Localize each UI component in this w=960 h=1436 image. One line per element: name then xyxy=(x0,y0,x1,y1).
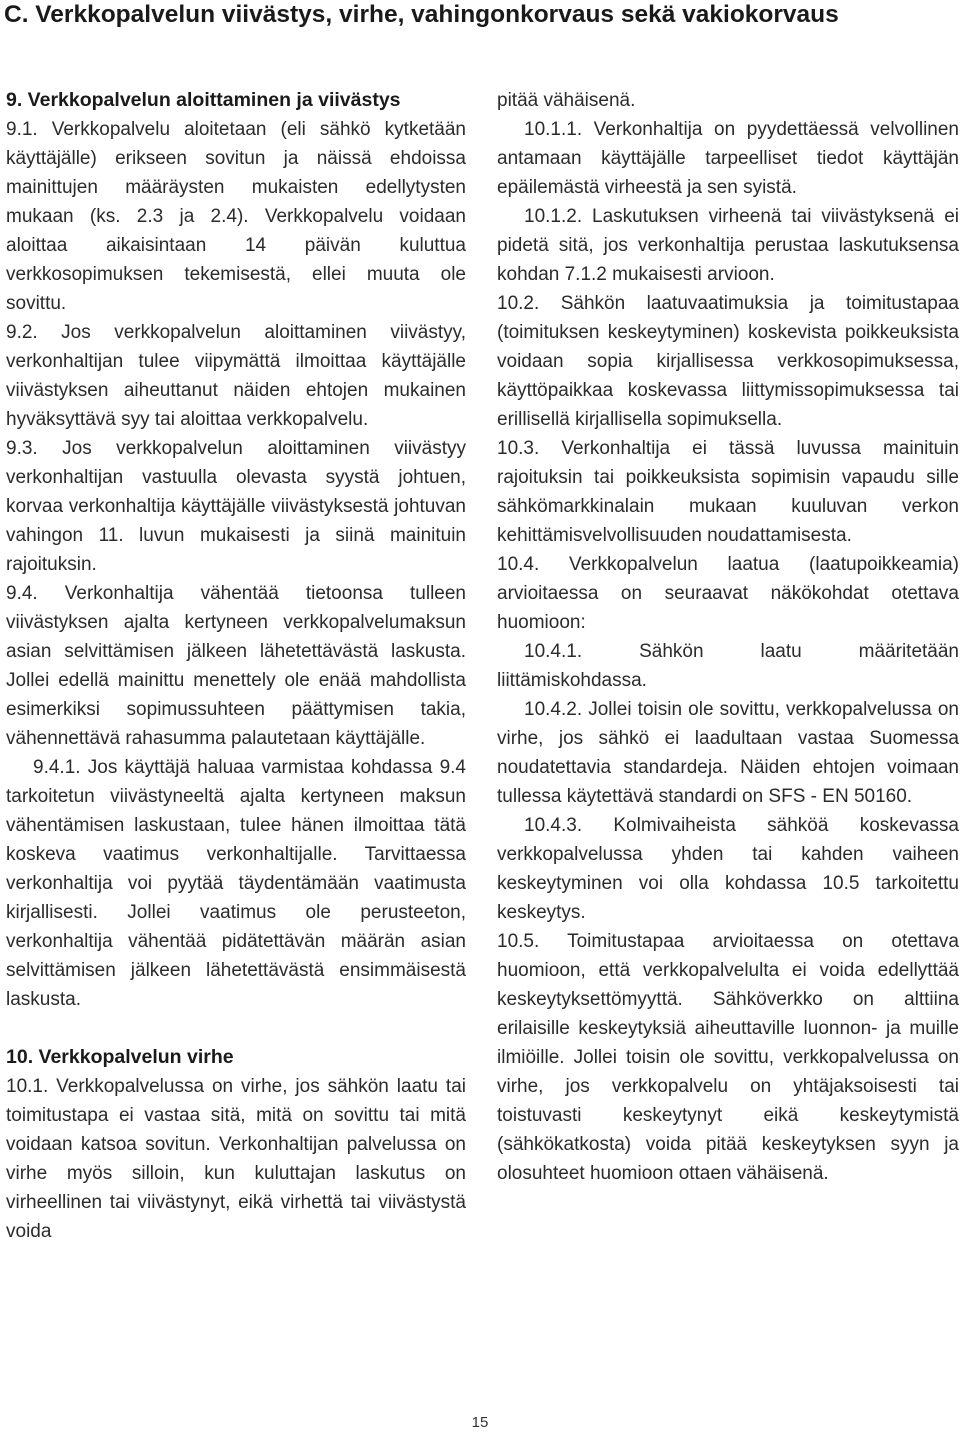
paragraph-10-4-3: 10.4.3. Kolmivaiheista sähköä koskevassa verkkopalvelussa yhden tai kahden vaiheen keskeytyminen voi olla kohdassa 10.5 tarkoitettu keskeytys. xyxy=(497,815,959,923)
paragraph-10-1-1: 10.1.1. Verkonhaltija on pyydettäessä velvollinen antamaan käyttäjälle tarpeelliset tiedot käyttäjän epäilemästä virheestä ja sen syistä. xyxy=(497,119,959,198)
left-column xyxy=(6,86,466,1246)
paragraph-9-2: 9.2. Jos verkkopalvelun aloittaminen viivästyy, verkonhaltijan tulee viipymättä ilmoittaa käyttäjälle viivästyksen aiheuttanut näiden ehtojen mukainen hyväksyttävä syy tai aloittaa verkkopalvelu. xyxy=(6,322,466,430)
paragraph-10-4-2: 10.4.2. Jollei toisin ole sovittu, verkkopalvelussa on virhe, jos sähkö ei laadultaan vastaa Suomessa noudatettavia standardeja. Näiden ehtojen voimaan tullessa käytettävä standardi on SFS - EN 50160. xyxy=(497,699,959,807)
paragraph-9-4: 9.4. Verkonhaltija vähentää tietoonsa tulleen viivästyksen ajalta kertyneen verkkopalvelumaksun asian selvittämisen jälkeen lähetettävästä laskusta. Jollei edellä mainittu menettely ole enää mahdollista esimerkiksi sopimussuhteen päättymisen takia, vähennettävä rahasumma palautetaan käyttäjälle. xyxy=(6,583,466,749)
paragraph-10-1: 10.1. Verkkopalvelussa on virhe, jos sähkön laatu tai toimitustapa ei vastaa sitä, mitä on sovittu tai mitä voidaan katsoa sovitun. Verkonhaltijan palvelussa on virhe myös silloin, kun kuluttajan laskutus on virheellinen tai viivästynyt, eikä virhettä tai viivästystä voida xyxy=(6,1076,466,1242)
paragraph-10-2: 10.2. Sähkön laatuvaatimuksia ja toimitustapaa (toimituksen keskeytyminen) koskevista poikkeuksista voidaan sopia kirjallisessa verkkosopimuksessa, käyttöpaikkaa koskevassa liittymissopimuksessa tai erillisellä kirjallisella sopimuksella. xyxy=(497,293,959,430)
section-spacer xyxy=(6,1014,466,1043)
page-number: 15 xyxy=(471,1414,489,1431)
paragraph-10-5: 10.5. Toimitustapaa arvioitaessa on otettava huomioon, että verkkopalvelulta ei voida edellyttää keskeytyksettömyyttä. Sähköverkko on alttiina erilaisille keskeytyksiä aiheuttaville luonnon- ja muille ilmiöille. Jollei toisin ole sovittu, verkkopalvelussa on virhe, jos verkkopalvelu on yhtäjaksoisesti tai toistuvasti keskeytynyt eikä keskeytymistä (sähkökatkosta) voida pitää keskeytyksen syyn ja olosuhteet huomioon ottaen vähäisenä. xyxy=(497,931,959,1184)
paragraph-10-3: 10.3. Verkonhaltija ei tässä luvussa mainituin rajoituksin tai poikkeuksista sopimisin vapaudu sille sähkömarkkinalain mukaan kuuluvan verkon kehittämisvelvollisuuden noudattamisesta. xyxy=(497,438,959,546)
paragraph-10-1-2: 10.1.2. Laskutuksen virheenä tai viivästyksenä ei pidetä sitä, jos verkonhaltija perustaa laskutuksensa kohdan 7.1.2 mukaisesti arvioon. xyxy=(497,206,959,285)
paragraph-10-4-1: 10.4.1. Sähkön laatu määritetään liittämiskohdassa. xyxy=(497,641,959,691)
paragraph-10-4: 10.4. Verkkopalvelun laatua (laatupoikkeamia) arvioitaessa on seuraavat näkökohdat otettava huomioon: xyxy=(497,554,959,633)
paragraph-9-3: 9.3. Jos verkkopalvelun aloittaminen viivästyy verkonhaltijan vastuulla olevasta syystä johtuen, korvaa verkonhaltija käyttäjälle viivästyksestä johtuvan vahingon 11. luvun mukaisesti ja siinä mainituin rajoituksin. xyxy=(6,438,466,575)
paragraph-9-4-1: 9.4.1. Jos käyttäjä haluaa varmistaa kohdassa 9.4 tarkoitetun viivästyneeltä ajalta kertyneen maksun vähentämisen laskustaan, tulee hänen ilmoittaa tätä koskeva vaatimus verkonhaltijalle. Tarvittaessa verkonhaltija voi pyytää täydentämään vaatimusta kirjallisesti. Jollei vaatimus ole perusteeton, verkonhaltija vähentää pidätettävän määrän asian selvittämisen jälkeen lähetettävästä ensimmäisestä laskusta. xyxy=(6,757,466,1010)
section-9-heading: 9. Verkkopalvelun aloittaminen ja viivästys xyxy=(6,89,401,111)
section-10-heading: 10. Verkkopalvelun virhe xyxy=(6,1046,234,1068)
right-column xyxy=(497,86,959,1188)
paragraph-9-1: 9.1. Verkkopalvelu aloitetaan (eli sähkö kytketään käyttäjälle) erikseen sovitun ja näissä ehdoissa mainittujen määräysten mukaisten edellytysten mukaan (ks. 2.3 ja 2.4). Verkkopalvelu voidaan aloittaa aikaisintaan 14 päivän kuluttua verkkosopimuksen tekemisestä, ellei muuta ole sovittu. xyxy=(6,119,466,314)
page-title: C. Verkkopalvelun viivästys, virhe, vahingonkorvaus sekä vakiokorvaus xyxy=(4,1,839,28)
paragraph-10-1-continued: pitää vähäisenä. xyxy=(497,90,636,111)
